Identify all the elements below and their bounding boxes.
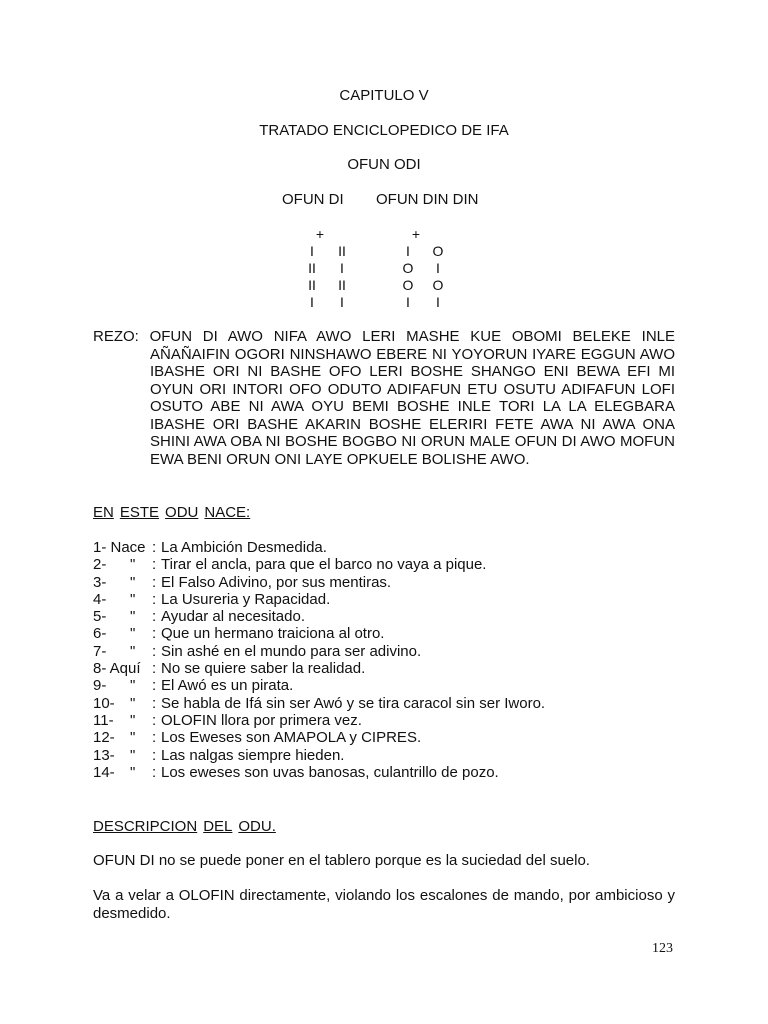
section-title-nace: [93, 504, 256, 522]
list-item-number: 12-: [93, 729, 115, 747]
list-item-number: 8- Aquí: [93, 660, 141, 678]
list-item-number: 10-: [93, 694, 115, 712]
list-item-text: Los Eweses son AMAPOLA y CIPRES.: [161, 729, 422, 747]
odu-mark: I: [310, 294, 314, 310]
list-item-separator: :: [152, 711, 157, 729]
list-item-separator: :: [152, 573, 157, 591]
odu-mark: O: [432, 277, 444, 293]
odu-mark: I: [310, 243, 314, 259]
treatise-title: TRATADO ENCICLOPEDICO DE IFA: [259, 122, 509, 139]
list-item-number: 7-: [93, 642, 107, 660]
list-item-number: 2-: [93, 556, 107, 574]
odu-mark: O: [402, 260, 414, 276]
list-item-text: Sin ashé en el mundo para ser adivino.: [161, 642, 422, 660]
section-word: NACE:: [204, 504, 251, 521]
odu-mark: I: [340, 260, 344, 276]
list-item-separator: :: [152, 746, 157, 764]
list-item-number: 14-: [93, 763, 115, 781]
list-item-text: Las nalgas siempre hieden.: [161, 746, 345, 764]
list-item-ditto: ": [130, 711, 136, 729]
list-item-text: Que un hermano traiciona al otro.: [161, 625, 385, 643]
list-item-ditto: ": [130, 677, 136, 695]
description-paragraph: Va a velar a OLOFIN directamente, violando los escalones de mando, por ambicioso y desmedido.: [93, 887, 675, 922]
page-number: 123: [652, 941, 673, 956]
odu-mark: II: [338, 277, 346, 293]
section-title-descripcion: [93, 818, 282, 836]
odu-mark: II: [308, 260, 316, 276]
list-item-separator: :: [152, 642, 157, 660]
odu-variant-left: OFUN DI: [282, 191, 344, 208]
rezo-text: OFUN DI AWO NIFA AWO LERI MASHE KUE OBOMI BELEKE INLE AÑAÑAIFIN OGORI NINSHAWO EBERE NI YOYORUN IYARE EGGUN AWO IBASHE ORI NI BASHE OFO LERI BOSHE SHANGO ENI BEWA EFI MI OYUN ORI INTORI OFO ODUTO ADIFAFUN ETU OSUTU ADIFAFUN LOFI OSUTO ABE NI AWA OYU BEMI BOSHE INLE TORI LA LA ELEGBARA IBASHE ORI BASHE AKARIN BOSHE ELERIRI FETE AWA NI AWA ONA SHINI AWA OBA NI BOSHE BOGBO NI ORUN MALE OFUN DI AWO MOFUN EWA BENI ORUN ONI LAYE OPKUELE BOLISHE AWO.: [149, 328, 675, 468]
odu-mark: O: [432, 243, 444, 259]
list-item-separator: :: [152, 625, 157, 643]
list-item-ditto: ": [130, 556, 136, 574]
list-item-separator: :: [152, 677, 157, 695]
description-paragraph: OFUN DI no se puede poner en el tablero porque es la suciedad del suelo.: [93, 852, 590, 869]
list-item-ditto: ": [130, 608, 136, 626]
list-item-number: 13-: [93, 746, 115, 764]
list-item-number: 4-: [93, 590, 107, 608]
list-item-number: 5-: [93, 608, 107, 626]
chapter-title: CAPITULO V: [339, 87, 429, 104]
list-item-text: Ayudar al necesitado.: [161, 608, 305, 626]
list-item-separator: :: [152, 556, 157, 574]
list-item-text: La Ambición Desmedida.: [161, 539, 327, 556]
odu-mark: +: [315, 226, 325, 242]
list-item-ditto: ": [130, 625, 136, 643]
list-item-ditto: ": [130, 746, 136, 764]
list-item-separator: :: [152, 590, 157, 608]
list-item-ditto: ": [130, 694, 136, 712]
list-item-separator: :: [152, 660, 157, 678]
section-word: EN: [93, 504, 114, 521]
list-item-text: Los eweses son uvas banosas, culantrillo de pozo.: [161, 763, 499, 781]
list-item-separator: :: [152, 608, 157, 626]
list-item-text: Se habla de Ifá sin ser Awó y se tira caracol sin ser Iworo.: [161, 694, 546, 712]
list-item-separator: :: [152, 763, 157, 781]
odu-mark: O: [402, 277, 414, 293]
odu-mark: I: [406, 243, 410, 259]
list-item-ditto: ": [130, 573, 136, 591]
section-word: DEL: [203, 818, 233, 835]
odu-mark: I: [436, 294, 440, 310]
list-item-ditto: ": [130, 729, 136, 747]
odu-mark: I: [406, 294, 410, 310]
list-item-ditto: ": [130, 642, 136, 660]
odu-name: OFUN ODI: [347, 156, 421, 173]
odu-mark: II: [338, 243, 346, 259]
list-item-text: OLOFIN llora por primera vez.: [161, 711, 362, 729]
list-item-text: Tirar el ancla, para que el barco no vaya a pique.: [161, 556, 487, 574]
section-word: ESTE: [119, 504, 160, 521]
list-item-number: 9-: [93, 677, 107, 695]
list-item-separator: :: [152, 694, 157, 712]
list-item-text: El Awó es un pirata.: [161, 677, 294, 695]
list-item-separator: :: [152, 729, 157, 747]
section-word: ODU: [165, 504, 199, 521]
list-item-ditto: ": [130, 763, 136, 781]
list-item-ditto: ": [130, 590, 136, 608]
list-item-text: El Falso Adivino, por sus mentiras.: [161, 573, 392, 591]
rezo-block: [93, 328, 675, 468]
odu-mark: II: [308, 277, 316, 293]
odu-mark: +: [411, 226, 421, 242]
section-word: ODU.: [238, 818, 276, 835]
odu-mark: I: [436, 260, 440, 276]
rezo-paragraph: [93, 328, 675, 468]
odu-mark: I: [340, 294, 344, 310]
list-item-number: 11-: [93, 711, 114, 729]
list-item-text: No se quiere saber la realidad.: [161, 660, 366, 678]
list-item-number: 1- Nace: [93, 539, 146, 556]
section-word: DESCRIPCION: [93, 818, 198, 835]
list-item-separator: :: [152, 539, 157, 556]
list-item-number: 6-: [93, 625, 107, 643]
list-item-number: 3-: [93, 573, 107, 591]
list-item-text: La Usureria y Rapacidad.: [161, 590, 331, 608]
odu-variant-right: OFUN DIN DIN: [376, 191, 479, 208]
rezo-label: REZO:: [93, 328, 139, 345]
